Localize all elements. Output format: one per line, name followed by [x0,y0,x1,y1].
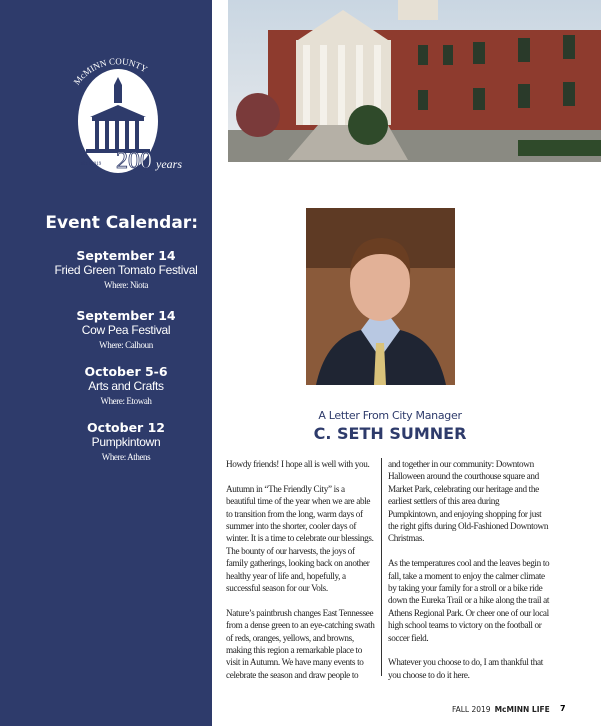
paragraph: Howdy friends! I hope all is well with you. [226,459,370,469]
courthouse-photo [228,0,601,162]
event-date: September 14 [76,308,176,323]
svg-text:McMINN COUNTY: McMINN COUNTY [71,56,150,87]
event-name: Cow Pea Festival [81,323,171,337]
event-name: Pumpkintown [91,435,161,449]
letter-column-1 [226,458,376,694]
letter-column-2 [388,458,550,694]
paragraph: As the temperatures cool and the leaves begin to fall, take a moment to enjoy the calmer climate by taking your family for a stroll or a bike ride down the Eureka Trail or a hike along the trail at Athens Regional Park. Or cheer one of our local high school teams to victory on the football or soccer field. [388,558,550,643]
event-location: Where: Athens [101,452,151,462]
event-item [0,420,212,464]
page-footer [452,705,550,714]
sidebar [0,0,212,726]
portrait-photo [306,208,455,385]
event-name: Fried Green Tomato Festival [54,263,198,277]
svg-text:years: years [156,157,182,171]
event-date: October 12 [87,420,165,435]
event-location: Where: Calhoun [99,340,153,350]
paragraph: Nature’s paintbrush changes East Tennessee from a dense green to an eye-catching swath of reds, oranges, yellows, and browns, making this region a remarkable place to visit in Autumn. We have many events to celebrate the season and draw people to [226,607,375,680]
event-item [0,364,212,408]
paragraph: Autumn in “The Friendly City” is a beautiful time of the year when we are able to transition from the long, warm days of summer into the shorter, cooler days of winter. It is a time to celebrate our blessings. The bounty of our harvests, the joys of family gatherings, looking back on another healthy year of life and, hopefully, a successful season for our Vols. [226,483,374,594]
event-calendar-title: Event Calendar: [45,213,198,233]
county-bicentennial-logo [58,55,188,180]
magazine-name: McMINN LIFE [494,705,550,714]
event-date: September 14 [76,248,176,263]
svg-text:200: 200 [116,148,152,174]
event-location: Where: Niota [104,280,148,290]
event-date: October 5-6 [84,364,168,379]
letter-author: C. SETH SUMNER [313,424,467,443]
event-name: Arts and Crafts [88,379,164,393]
svg-text:1819 2019: 1819 2019 [80,162,102,167]
event-item [0,248,212,292]
letter-subtitle: A Letter From City Manager [318,409,462,422]
paragraph: and together in our community: Downtown Halloween around the courthouse square and Market Park, celebrating our heritage and the earliest settlers of this area during Pumpkintown, and enjoying shopping for just the right gifts during Old-Fashioned Downtown Christmas. [388,459,549,544]
event-item [0,308,212,352]
issue-label: FALL 2019 [452,705,491,714]
paragraph: Whatever you choose to do, I am thankful that you choose to do it here. [388,657,543,680]
column-divider [381,458,382,676]
page-number: 7 [560,704,566,713]
event-location: Where: Etowah [100,396,152,406]
